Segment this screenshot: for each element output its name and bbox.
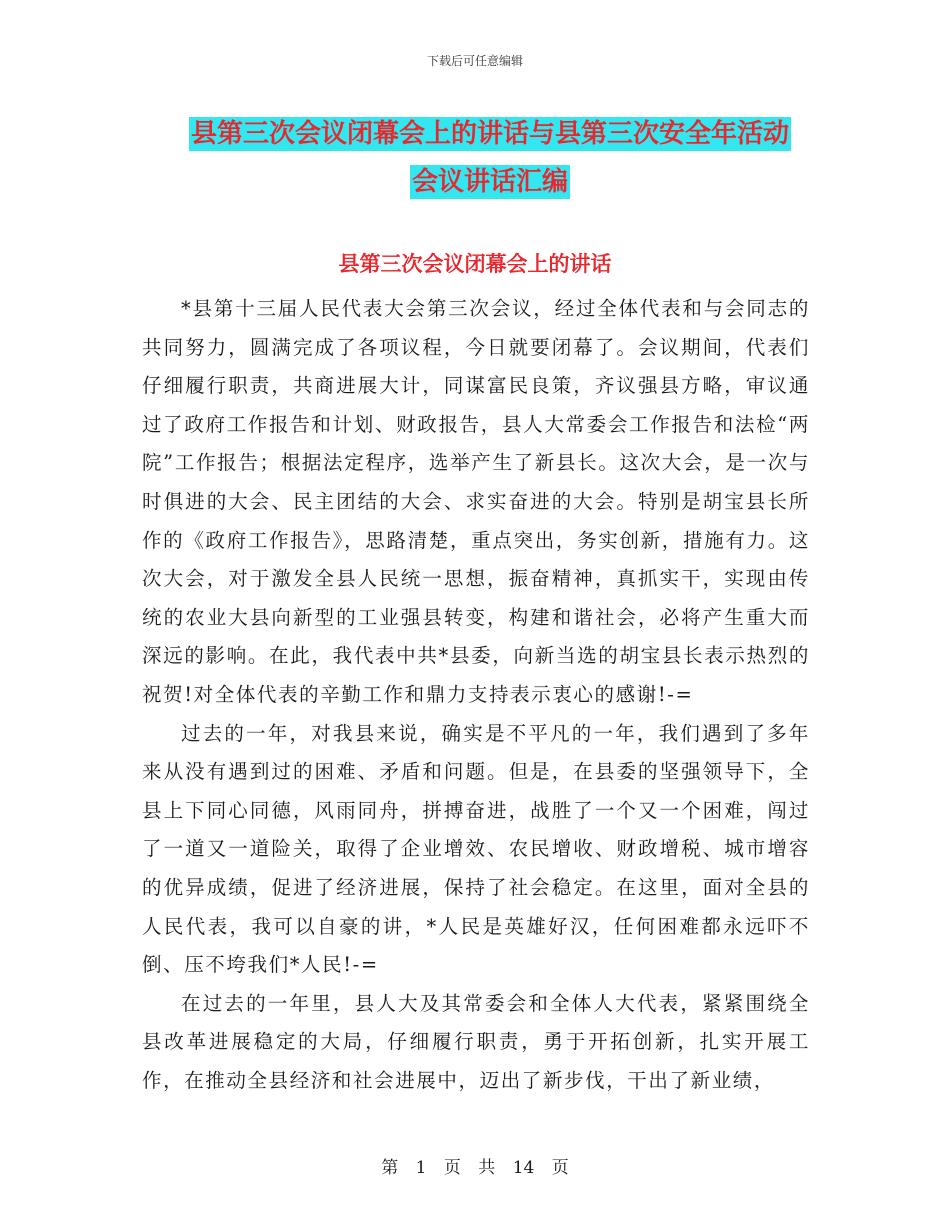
page-label-prefix: 第 xyxy=(381,1158,399,1178)
body-paragraph-1: *县第十三届人民代表大会第三次会议，经过全体代表和与会同志的共同努力，圆满完成了各项议程，今日就要闭幕了。会议期间，代表们仔细履行职责，共商进展大计，同谋富民良策，齐议强县方略，审议通过了政府工作报告和计划、财政报告，县人大常委会工作报告和法检“两院”工作报告；根据法定程序，选举产生了新县长。这次大会，是一次与时俱进的大会、民主团结的大会、求实奋进的大会。特别是胡宝县长所作的《政府工作报告》，思路清楚，重点突出，务实创新，措施有力。这次大会，对于激发全县人民统一思想，振奋精神，真抓实干，实现由传统的农业大县向新型的工业强县转变，构建和谐社会，必将产生重大而深远的影响。在此，我代表中共*县委，向新当选的胡宝县长表示热烈的祝贺!对全体代表的辛勤工作和鼎力支持表示衷心的感谢!-= xyxy=(142,297,810,706)
body-paragraph-3: 在过去的一年里，县人大及其常委会和全体人大代表，紧紧围绕全县改革进展稳定的大局，仔细履行职责，勇于开拓创新，扎实开展工作，在推动全县经济和社会进展中，迈出了新步伐，干出了新业绩， xyxy=(142,991,810,1092)
document-body xyxy=(142,290,810,1100)
document-title-line-2: 会议讲话汇编 xyxy=(411,167,568,197)
document-title-line-1: 县第三次会议闭幕会上的讲话与县第三次安全年活动 xyxy=(190,119,789,149)
section-title: 县第三次会议闭幕会上的讲话 xyxy=(338,252,612,276)
page-header-note: 下载后可任意编辑 xyxy=(426,54,523,68)
page-label-mid-2: 共 xyxy=(478,1158,496,1178)
body-paragraph-2: 过去的一年，对我县来说，确实是不平凡的一年，我们遇到了多年来从没有遇到过的困难、矛盾和问题。但是，在县委的坚强领导下，全县上下同心同德，风雨同舟，拼搏奋进，战胜了一个又一个困难，闯过了一道又一道险关，取得了企业增效、农民增收、财政增税、城市增容的优异成绩，促进了经济进展，保持了社会稳定。在这里，面对全县的人民代表，我可以自豪的讲，*人民是英雄好汉，任何困难都永远吓不倒、压不垮我们*人民!-= xyxy=(142,721,810,977)
page-label-mid-1: 页 xyxy=(443,1158,461,1178)
page-footer xyxy=(0,1153,950,1178)
page-total-number: 14 xyxy=(512,1158,535,1178)
document-title xyxy=(140,110,840,206)
page-label-suffix: 页 xyxy=(551,1158,569,1178)
page-current-number: 1 xyxy=(415,1158,427,1178)
